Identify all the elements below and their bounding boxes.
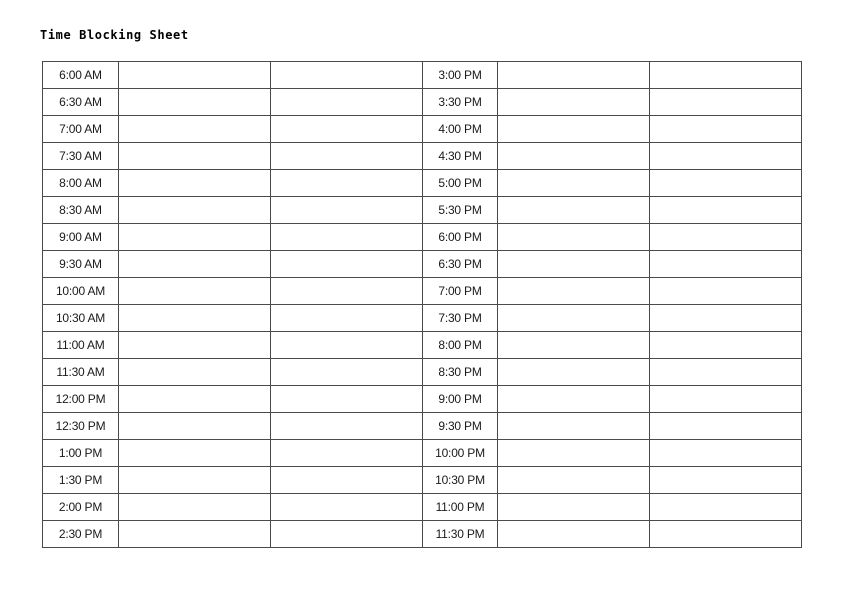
block-cell[interactable] [119,359,271,386]
block-cell[interactable] [498,143,650,170]
time-label-evening: 8:30 PM [423,359,498,386]
block-cell[interactable] [271,413,423,440]
block-cell[interactable] [271,224,423,251]
block-cell[interactable] [498,305,650,332]
time-row [43,467,802,494]
time-label-evening: 10:00 PM [423,440,498,467]
block-cell[interactable] [498,494,650,521]
block-cell[interactable] [271,494,423,521]
block-cell[interactable] [650,467,802,494]
time-blocking-table [42,61,802,548]
block-cell[interactable] [498,224,650,251]
time-label-morning: 8:00 AM [43,170,119,197]
time-row [43,89,802,116]
block-cell[interactable] [498,197,650,224]
time-label-morning: 9:30 AM [43,251,119,278]
block-cell[interactable] [498,332,650,359]
time-label-morning: 7:30 AM [43,143,119,170]
time-label-evening: 6:30 PM [423,251,498,278]
block-cell[interactable] [119,197,271,224]
block-cell[interactable] [119,494,271,521]
time-label-evening: 6:00 PM [423,224,498,251]
block-cell[interactable] [119,440,271,467]
time-label-morning: 7:00 AM [43,116,119,143]
time-label-evening: 3:30 PM [423,89,498,116]
block-cell[interactable] [271,251,423,278]
block-cell[interactable] [119,224,271,251]
block-cell[interactable] [271,278,423,305]
time-row [43,224,802,251]
time-label-evening: 3:00 PM [423,62,498,89]
time-row [43,251,802,278]
block-cell[interactable] [271,332,423,359]
time-label-evening: 7:00 PM [423,278,498,305]
block-cell[interactable] [119,278,271,305]
block-cell[interactable] [650,89,802,116]
time-row [43,332,802,359]
time-label-morning: 10:30 AM [43,305,119,332]
time-label-morning: 10:00 AM [43,278,119,305]
block-cell[interactable] [498,278,650,305]
time-row [43,197,802,224]
block-cell[interactable] [498,89,650,116]
block-cell[interactable] [119,413,271,440]
time-label-morning: 11:00 AM [43,332,119,359]
block-cell[interactable] [271,440,423,467]
block-cell[interactable] [498,170,650,197]
block-cell[interactable] [271,116,423,143]
block-cell[interactable] [650,224,802,251]
block-cell[interactable] [271,305,423,332]
time-label-evening: 7:30 PM [423,305,498,332]
time-label-evening: 5:00 PM [423,170,498,197]
block-cell[interactable] [119,521,271,548]
block-cell[interactable] [271,170,423,197]
time-row [43,143,802,170]
block-cell[interactable] [119,386,271,413]
block-cell[interactable] [650,440,802,467]
block-cell[interactable] [119,332,271,359]
time-label-evening: 4:00 PM [423,116,498,143]
time-row [43,494,802,521]
block-cell[interactable] [650,197,802,224]
block-cell[interactable] [498,62,650,89]
time-label-evening: 11:00 PM [423,494,498,521]
block-cell[interactable] [498,359,650,386]
time-label-morning: 8:30 AM [43,197,119,224]
time-label-morning: 2:30 PM [43,521,119,548]
time-row [43,386,802,413]
time-label-evening: 4:30 PM [423,143,498,170]
block-cell[interactable] [271,197,423,224]
block-cell[interactable] [119,116,271,143]
block-cell[interactable] [650,521,802,548]
block-cell[interactable] [119,89,271,116]
block-cell[interactable] [650,413,802,440]
block-cell[interactable] [498,440,650,467]
block-cell[interactable] [650,62,802,89]
block-cell[interactable] [650,143,802,170]
block-cell[interactable] [650,170,802,197]
block-cell[interactable] [498,116,650,143]
block-cell[interactable] [650,386,802,413]
time-label-morning: 11:30 AM [43,359,119,386]
time-label-evening: 10:30 PM [423,467,498,494]
time-row [43,170,802,197]
block-cell[interactable] [498,521,650,548]
time-row [43,305,802,332]
block-cell[interactable] [271,521,423,548]
block-cell[interactable] [650,278,802,305]
time-label-morning: 6:00 AM [43,62,119,89]
block-cell[interactable] [271,143,423,170]
block-cell[interactable] [498,386,650,413]
time-label-morning: 1:00 PM [43,440,119,467]
time-row [43,116,802,143]
block-cell[interactable] [498,413,650,440]
block-cell[interactable] [498,251,650,278]
time-label-evening: 11:30 PM [423,521,498,548]
time-row [43,440,802,467]
block-cell[interactable] [119,170,271,197]
time-label-evening: 8:00 PM [423,332,498,359]
block-cell[interactable] [271,359,423,386]
block-cell[interactable] [650,494,802,521]
block-cell[interactable] [119,467,271,494]
time-label-evening: 9:00 PM [423,386,498,413]
sheet-title: Time Blocking Sheet [40,28,189,42]
block-cell[interactable] [650,116,802,143]
block-cell[interactable] [650,332,802,359]
time-label-morning: 1:30 PM [43,467,119,494]
time-row [43,278,802,305]
time-row [43,359,802,386]
time-row [43,62,802,89]
block-cell[interactable] [119,251,271,278]
block-cell[interactable] [271,62,423,89]
time-row [43,413,802,440]
block-cell[interactable] [650,251,802,278]
block-cell[interactable] [119,62,271,89]
block-cell[interactable] [650,359,802,386]
block-cell[interactable] [650,305,802,332]
time-label-morning: 2:00 PM [43,494,119,521]
time-label-morning: 9:00 AM [43,224,119,251]
block-cell[interactable] [271,467,423,494]
block-cell[interactable] [271,386,423,413]
time-label-morning: 6:30 AM [43,89,119,116]
time-label-evening: 9:30 PM [423,413,498,440]
time-row [43,521,802,548]
time-label-evening: 5:30 PM [423,197,498,224]
block-cell[interactable] [119,305,271,332]
block-cell[interactable] [498,467,650,494]
block-cell[interactable] [271,89,423,116]
block-cell[interactable] [119,143,271,170]
time-label-morning: 12:30 PM [43,413,119,440]
time-label-morning: 12:00 PM [43,386,119,413]
